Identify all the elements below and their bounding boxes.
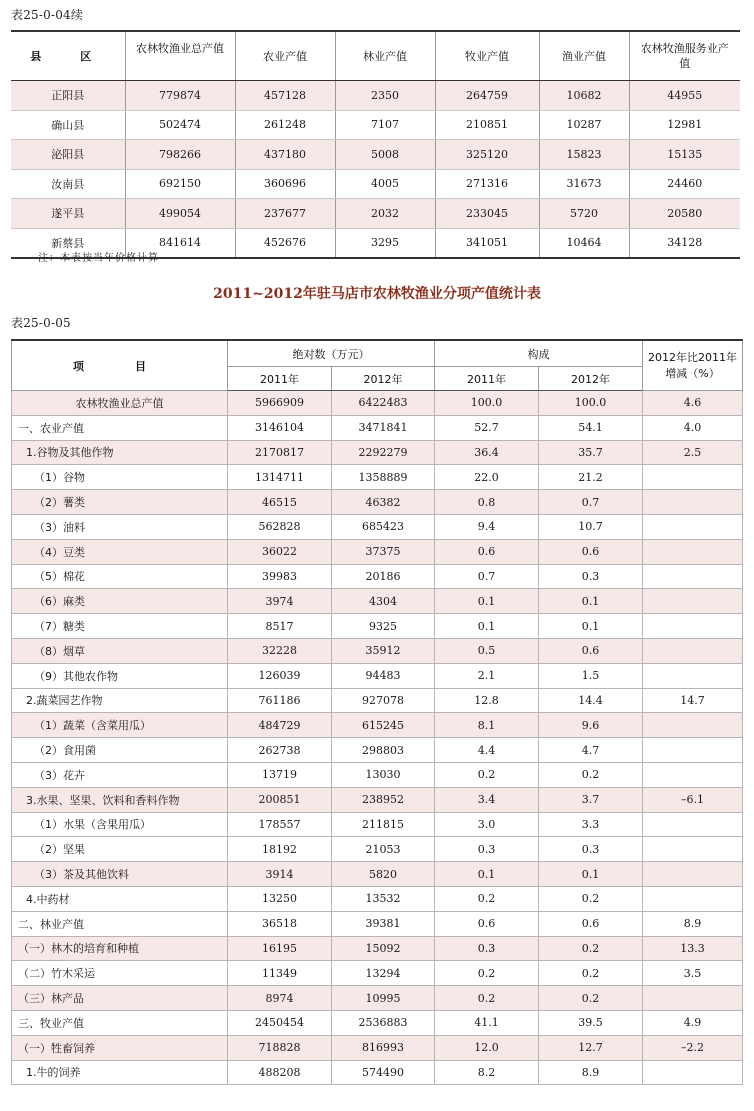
cell-item: 1.谷物及其他作物 [12,440,228,465]
table-row [12,961,743,986]
cell-abs-2012: 20186 [332,564,435,589]
cell-abs-2011: 484729 [228,713,332,738]
table-row [12,638,743,663]
cell-change: 4.0 [643,415,743,440]
cell-item: （8）烟草 [12,638,228,663]
cell-animal-husbandry: 233045 [435,199,539,229]
cell-item: （9）其他农作物 [12,663,228,688]
cell-abs-2012: 927078 [332,688,435,713]
cell-animal-husbandry: 271316 [435,169,539,199]
table-row [12,589,743,614]
table-row [12,539,743,564]
cell-change [643,986,743,1011]
cell-comp-2011: 0.2 [435,886,539,911]
cell-item: （3）茶及其他饮料 [12,862,228,887]
table-row [12,1035,743,1060]
table-row [12,415,743,440]
cell-comp-2012: 0.3 [539,837,643,862]
cell-abs-2012: 615245 [332,713,435,738]
cell-change [643,886,743,911]
table-row [12,738,743,763]
cell-comp-2011: 8.1 [435,713,539,738]
cell-fishery: 10287 [539,110,629,140]
cell-change: 13.3 [643,936,743,961]
cell-comp-2012: 35.7 [539,440,643,465]
table-row [12,812,743,837]
cell-fishery: 10682 [539,81,629,111]
table-row [12,663,743,688]
cell-animal-husbandry: 325120 [435,140,539,170]
cell-county: 新蔡县 [11,228,125,258]
cell-change [643,564,743,589]
table-row [12,762,743,787]
cell-comp-2012: 0.6 [539,911,643,936]
cell-comp-2011: 100.0 [435,391,539,416]
cell-change [643,762,743,787]
cell-change [643,663,743,688]
cell-change [643,589,743,614]
cell-agriculture: 457128 [235,81,335,111]
cell-abs-2011: 488208 [228,1060,332,1085]
table2-header-row-top [12,340,743,367]
cell-county: 泌阳县 [11,140,125,170]
table-row [12,1010,743,1035]
header-item: 项 目 [12,340,228,391]
cell-total-output: 499054 [125,199,235,229]
cell-change [643,713,743,738]
cell-change: 14.7 [643,688,743,713]
cell-comp-2011: 3.4 [435,787,539,812]
cell-abs-2011: 13719 [228,762,332,787]
cell-comp-2012: 9.6 [539,713,643,738]
cell-change [643,514,743,539]
header-absolute-value: 绝对数（万元） [228,340,435,367]
table2-label: 表25-0-05 [11,316,71,330]
cell-comp-2012: 54.1 [539,415,643,440]
cell-comp-2011: 12.0 [435,1035,539,1060]
cell-comp-2011: 3.0 [435,812,539,837]
cell-comp-2011: 0.2 [435,986,539,1011]
table-row [11,140,740,170]
cell-abs-2011: 16195 [228,936,332,961]
header-agriculture: 农业产值 [235,31,335,81]
table2-title: 2011~2012年驻马店市农林牧渔业分项产值统计表 [213,286,541,302]
cell-abs-2012: 9325 [332,614,435,639]
cell-abs-2011: 3146104 [228,415,332,440]
table2-body [12,391,743,1085]
cell-change: 4.6 [643,391,743,416]
cell-comp-2012: 3.7 [539,787,643,812]
cell-item: 3.水果、坚果、饮料和香料作物 [12,787,228,812]
cell-change: –2.2 [643,1035,743,1060]
cell-abs-2012: 816993 [332,1035,435,1060]
cell-services: 34128 [629,228,740,258]
cell-abs-2012: 21053 [332,837,435,862]
cell-agriculture: 360696 [235,169,335,199]
table-row [12,391,743,416]
cell-abs-2011: 36518 [228,911,332,936]
cell-change [643,738,743,763]
table-row [12,862,743,887]
cell-comp-2011: 52.7 [435,415,539,440]
cell-services: 24460 [629,169,740,199]
cell-abs-2012: 2536883 [332,1010,435,1035]
cell-county: 遂平县 [11,199,125,229]
table-row [12,936,743,961]
cell-county: 确山县 [11,110,125,140]
cell-abs-2012: 211815 [332,812,435,837]
cell-county: 汝南县 [11,169,125,199]
cell-abs-2011: 718828 [228,1035,332,1060]
table-row [12,490,743,515]
cell-item: （1）蔬菜（含菜用瓜） [12,713,228,738]
header-services: 农林牧渔服务业产值 [629,31,740,81]
cell-animal-husbandry: 210851 [435,110,539,140]
cell-fishery: 15823 [539,140,629,170]
cell-animal-husbandry: 264759 [435,81,539,111]
cell-abs-2011: 126039 [228,663,332,688]
cell-abs-2011: 178557 [228,812,332,837]
cell-abs-2011: 3974 [228,589,332,614]
cell-item: （一）林木的培育和种植 [12,936,228,961]
cell-comp-2011: 0.6 [435,539,539,564]
cell-abs-2011: 36022 [228,539,332,564]
cell-comp-2011: 0.3 [435,936,539,961]
cell-total-output: 798266 [125,140,235,170]
cell-comp-2011: 0.8 [435,490,539,515]
cell-comp-2012: 0.2 [539,936,643,961]
cell-item: （2）食用菌 [12,738,228,763]
header-abs-2011: 2011年 [228,367,332,391]
cell-comp-2011: 0.2 [435,961,539,986]
table-row [12,688,743,713]
cell-abs-2012: 238952 [332,787,435,812]
cell-comp-2012: 10.7 [539,514,643,539]
table-row [12,986,743,1011]
cell-abs-2012: 13532 [332,886,435,911]
table1-header-row [11,31,740,81]
cell-abs-2012: 13294 [332,961,435,986]
cell-comp-2012: 39.5 [539,1010,643,1035]
cell-comp-2012: 14.4 [539,688,643,713]
table1-body [11,81,740,259]
table-row [11,199,740,229]
cell-comp-2012: 0.2 [539,961,643,986]
cell-abs-2012: 1358889 [332,465,435,490]
table-row [12,837,743,862]
cell-forestry: 7107 [335,110,435,140]
cell-abs-2012: 6422483 [332,391,435,416]
cell-comp-2011: 0.1 [435,862,539,887]
cell-fishery: 5720 [539,199,629,229]
cell-change [643,614,743,639]
cell-comp-2011: 8.2 [435,1060,539,1085]
cell-item: （6）麻类 [12,589,228,614]
header-composition: 构成 [435,340,643,367]
cell-abs-2011: 32228 [228,638,332,663]
cell-change: –6.1 [643,787,743,812]
cell-services: 12981 [629,110,740,140]
header-total-output: 农林牧渔业总产值 [125,31,235,81]
cell-item: （2）坚果 [12,837,228,862]
header-forestry: 林业产值 [335,31,435,81]
header-comp-2011: 2011年 [435,367,539,391]
cell-item: （4）豆类 [12,539,228,564]
cell-abs-2012: 5820 [332,862,435,887]
cell-item: （5）棉花 [12,564,228,589]
table-row [12,440,743,465]
cell-services: 20580 [629,199,740,229]
cell-abs-2012: 3471841 [332,415,435,440]
cell-comp-2011: 0.1 [435,589,539,614]
cell-item: （7）糖类 [12,614,228,639]
cell-abs-2011: 1314711 [228,465,332,490]
cell-change [643,638,743,663]
itemized-output-table [11,339,743,1085]
cell-item: 二、林业产值 [12,911,228,936]
cell-comp-2011: 12.8 [435,688,539,713]
cell-fishery: 31673 [539,169,629,199]
cell-abs-2011: 200851 [228,787,332,812]
cell-abs-2012: 4304 [332,589,435,614]
table-row [12,514,743,539]
cell-abs-2011: 761186 [228,688,332,713]
table-row [11,169,740,199]
cell-abs-2012: 298803 [332,738,435,763]
cell-comp-2012: 0.6 [539,539,643,564]
cell-abs-2012: 35912 [332,638,435,663]
cell-agriculture: 261248 [235,110,335,140]
cell-change [643,837,743,862]
cell-item: 2.蔬菜园艺作物 [12,688,228,713]
cell-abs-2012: 94483 [332,663,435,688]
cell-item: （3）油料 [12,514,228,539]
cell-total-output: 841614 [125,228,235,258]
cell-abs-2011: 11349 [228,961,332,986]
cell-abs-2011: 18192 [228,837,332,862]
cell-comp-2012: 0.1 [539,862,643,887]
cell-comp-2012: 3.3 [539,812,643,837]
cell-item: 1.牛的饲养 [12,1060,228,1085]
cell-county: 正阳县 [11,81,125,111]
cell-abs-2011: 5966909 [228,391,332,416]
cell-total-output: 692150 [125,169,235,199]
cell-comp-2011: 0.7 [435,564,539,589]
cell-comp-2012: 4.7 [539,738,643,763]
cell-abs-2011: 8974 [228,986,332,1011]
cell-change: 4.9 [643,1010,743,1035]
cell-comp-2012: 0.7 [539,490,643,515]
cell-comp-2012: 0.1 [539,614,643,639]
header-abs-2012: 2012年 [332,367,435,391]
header-comp-2012: 2012年 [539,367,643,391]
county-output-table [11,30,740,259]
cell-services: 15135 [629,140,740,170]
cell-change [643,539,743,564]
table-row [12,787,743,812]
cell-comp-2011: 36.4 [435,440,539,465]
cell-abs-2011: 2170817 [228,440,332,465]
cell-comp-2012: 100.0 [539,391,643,416]
cell-item: （1）水果（含果用瓜） [12,812,228,837]
cell-abs-2012: 2292279 [332,440,435,465]
cell-comp-2011: 0.3 [435,837,539,862]
table-row [12,564,743,589]
cell-item: （3）花卉 [12,762,228,787]
cell-comp-2012: 0.6 [539,638,643,663]
table-row [12,713,743,738]
header-county: 县 区 [11,31,125,81]
cell-abs-2012: 46382 [332,490,435,515]
cell-abs-2012: 13030 [332,762,435,787]
cell-item: 三、牧业产值 [12,1010,228,1035]
cell-comp-2012: 0.2 [539,762,643,787]
cell-total-output: 779874 [125,81,235,111]
cell-forestry: 2350 [335,81,435,111]
cell-item: （1）谷物 [12,465,228,490]
cell-change: 8.9 [643,911,743,936]
cell-item: （一）牲畜饲养 [12,1035,228,1060]
table-row [12,465,743,490]
cell-comp-2012: 8.9 [539,1060,643,1085]
cell-change [643,490,743,515]
cell-comp-2012: 0.1 [539,589,643,614]
cell-abs-2012: 10995 [332,986,435,1011]
cell-forestry: 4005 [335,169,435,199]
cell-forestry: 2032 [335,199,435,229]
cell-comp-2011: 41.1 [435,1010,539,1035]
cell-agriculture: 437180 [235,140,335,170]
cell-change: 3.5 [643,961,743,986]
cell-comp-2011: 0.2 [435,762,539,787]
cell-change [643,465,743,490]
cell-abs-2011: 2450454 [228,1010,332,1035]
cell-change: 2.5 [643,440,743,465]
cell-comp-2011: 2.1 [435,663,539,688]
table1-note: 注：本表按当年价格计算 [38,253,159,264]
cell-change [643,1060,743,1085]
cell-comp-2012: 1.5 [539,663,643,688]
cell-fishery: 10464 [539,228,629,258]
cell-comp-2011: 0.1 [435,614,539,639]
cell-change [643,862,743,887]
cell-abs-2011: 262738 [228,738,332,763]
cell-abs-2011: 562828 [228,514,332,539]
cell-abs-2011: 46515 [228,490,332,515]
cell-item: 一、农业产值 [12,415,228,440]
cell-agriculture: 452676 [235,228,335,258]
header-change-percent: 2012年比2011年增减（%） [643,340,743,391]
cell-abs-2011: 39983 [228,564,332,589]
cell-abs-2011: 8517 [228,614,332,639]
cell-animal-husbandry: 341051 [435,228,539,258]
cell-comp-2012: 0.2 [539,986,643,1011]
cell-comp-2012: 12.7 [539,1035,643,1060]
cell-forestry: 5008 [335,140,435,170]
cell-comp-2011: 0.6 [435,911,539,936]
table-row [12,886,743,911]
cell-comp-2012: 21.2 [539,465,643,490]
cell-total-output: 502474 [125,110,235,140]
cell-item: 农林牧渔业总产值 [12,391,228,416]
cell-abs-2012: 39381 [332,911,435,936]
table-row [11,81,740,111]
cell-abs-2011: 13250 [228,886,332,911]
header-animal-husbandry: 牧业产值 [435,31,539,81]
header-fishery: 渔业产值 [539,31,629,81]
table-row [12,1060,743,1085]
cell-comp-2011: 22.0 [435,465,539,490]
cell-item: （2）薯类 [12,490,228,515]
table1-label: 表25-0-04续 [11,8,84,22]
table-row [12,911,743,936]
table-row [11,110,740,140]
cell-comp-2012: 0.3 [539,564,643,589]
cell-abs-2012: 37375 [332,539,435,564]
cell-item: （三）林产品 [12,986,228,1011]
cell-change [643,812,743,837]
cell-comp-2011: 9.4 [435,514,539,539]
cell-comp-2012: 0.2 [539,886,643,911]
table-row [12,614,743,639]
cell-abs-2012: 15092 [332,936,435,961]
cell-services: 44955 [629,81,740,111]
cell-item: 4.中药材 [12,886,228,911]
cell-abs-2012: 574490 [332,1060,435,1085]
cell-item: （二）竹木采运 [12,961,228,986]
cell-agriculture: 237677 [235,199,335,229]
cell-abs-2011: 3914 [228,862,332,887]
cell-forestry: 3295 [335,228,435,258]
cell-comp-2011: 4.4 [435,738,539,763]
cell-abs-2012: 685423 [332,514,435,539]
cell-comp-2011: 0.5 [435,638,539,663]
